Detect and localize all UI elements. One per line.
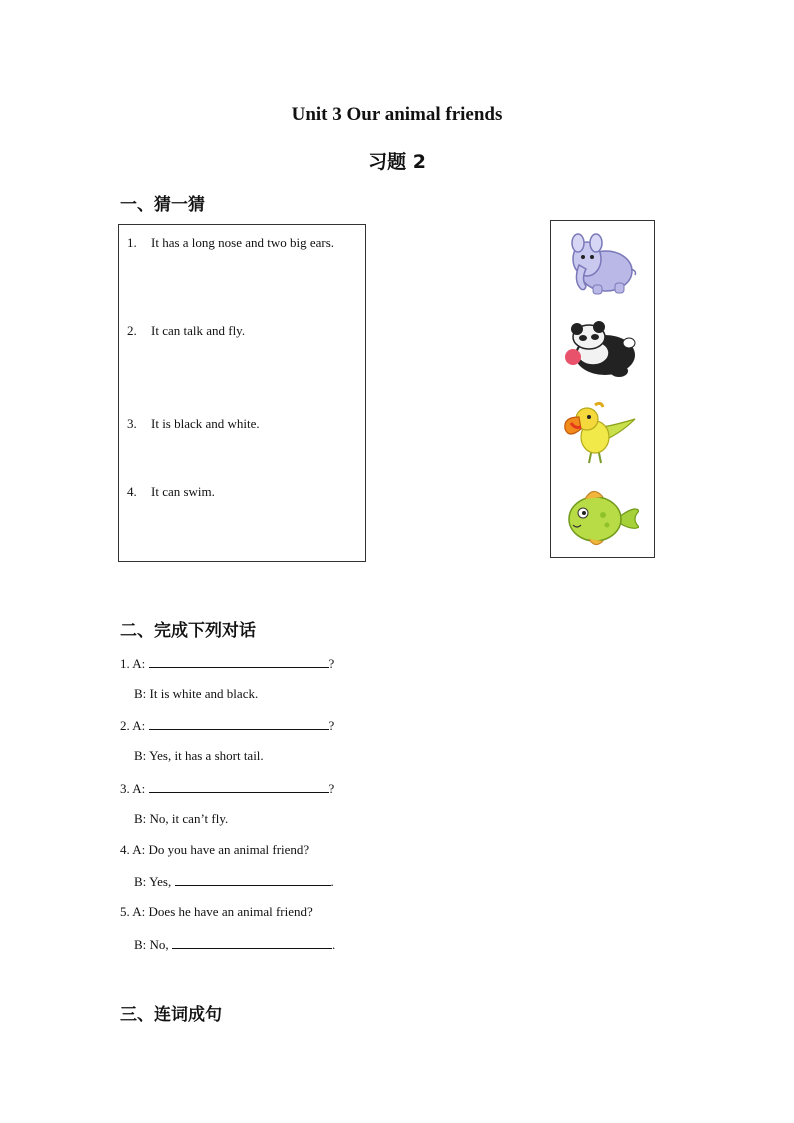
dialog-line-a bbox=[120, 842, 309, 858]
dialog-prefix: B: bbox=[134, 686, 147, 701]
panda-icon bbox=[559, 313, 639, 385]
clue-number: 2. bbox=[127, 323, 137, 338]
answer-blank[interactable] bbox=[175, 873, 331, 886]
clue-item bbox=[127, 484, 215, 500]
clue-text: It can talk and fly. bbox=[151, 323, 246, 338]
dialog-text: Does he have an animal friend? bbox=[148, 904, 313, 919]
dialog-line-b bbox=[134, 748, 264, 764]
page-subtitle: 习题 2 bbox=[368, 151, 426, 173]
dialog-text: Yes, bbox=[149, 874, 172, 889]
dialog-line-b bbox=[134, 686, 258, 702]
clue-item bbox=[127, 416, 260, 432]
section-heading-dialog: 二、完成下列对话 bbox=[120, 621, 256, 641]
dialog-prefix: 3. A: bbox=[120, 781, 146, 796]
page-title: Unit 3 Our animal friends bbox=[291, 104, 503, 125]
dialog-text: No, bbox=[149, 937, 169, 952]
answer-blank[interactable] bbox=[149, 655, 329, 668]
dialog-end: ? bbox=[328, 718, 335, 733]
clue-number: 1. bbox=[127, 235, 137, 250]
clue-item bbox=[127, 323, 245, 339]
clue-text: It is black and white. bbox=[151, 416, 260, 431]
dialog-prefix: 2. A: bbox=[120, 718, 146, 733]
answer-blank[interactable] bbox=[149, 717, 329, 730]
parrot-icon bbox=[559, 399, 639, 471]
dialog-line-a bbox=[120, 717, 334, 734]
dialog-line-b bbox=[134, 936, 335, 953]
dialog-prefix: B: bbox=[134, 937, 147, 952]
dialog-text: It is white and black. bbox=[149, 686, 259, 701]
fish-icon bbox=[559, 483, 639, 555]
clue-number: 3. bbox=[127, 416, 137, 431]
dialog-prefix: B: bbox=[134, 874, 147, 889]
dialog-end: ? bbox=[328, 656, 335, 671]
dialog-line-b bbox=[134, 873, 334, 890]
dialog-end: . bbox=[330, 874, 334, 889]
dialog-text: Do you have an animal friend? bbox=[148, 842, 310, 857]
dialog-text: No, it can’t fly. bbox=[149, 811, 229, 826]
dialog-prefix: 5. A: bbox=[120, 904, 146, 919]
section-heading-sentences: 三、连词成句 bbox=[120, 1005, 222, 1025]
clue-text: It has a long nose and two big ears. bbox=[151, 235, 335, 250]
dialog-end: . bbox=[331, 937, 336, 952]
clue-number: 4. bbox=[127, 484, 137, 499]
section-heading-guess: 一、猜一猜 bbox=[120, 195, 205, 215]
dialog-line-a bbox=[120, 904, 313, 920]
dialog-prefix: 1. A: bbox=[120, 656, 146, 671]
dialog-line-a bbox=[120, 655, 334, 672]
elephant-icon bbox=[559, 229, 639, 301]
answer-blank[interactable] bbox=[149, 780, 329, 793]
dialog-prefix: B: bbox=[134, 811, 147, 826]
dialog-prefix: 4. A: bbox=[120, 842, 146, 857]
clue-item bbox=[127, 235, 334, 251]
dialog-end: ? bbox=[328, 781, 335, 796]
dialog-text: Yes, it has a short tail. bbox=[149, 748, 264, 763]
clue-text: It can swim. bbox=[151, 484, 215, 499]
picture-box bbox=[550, 220, 655, 558]
dialog-line-b bbox=[134, 811, 228, 827]
answer-blank[interactable] bbox=[172, 936, 332, 949]
dialog-line-a bbox=[120, 780, 334, 797]
dialog-prefix: B: bbox=[134, 748, 147, 763]
clue-box bbox=[118, 224, 366, 562]
